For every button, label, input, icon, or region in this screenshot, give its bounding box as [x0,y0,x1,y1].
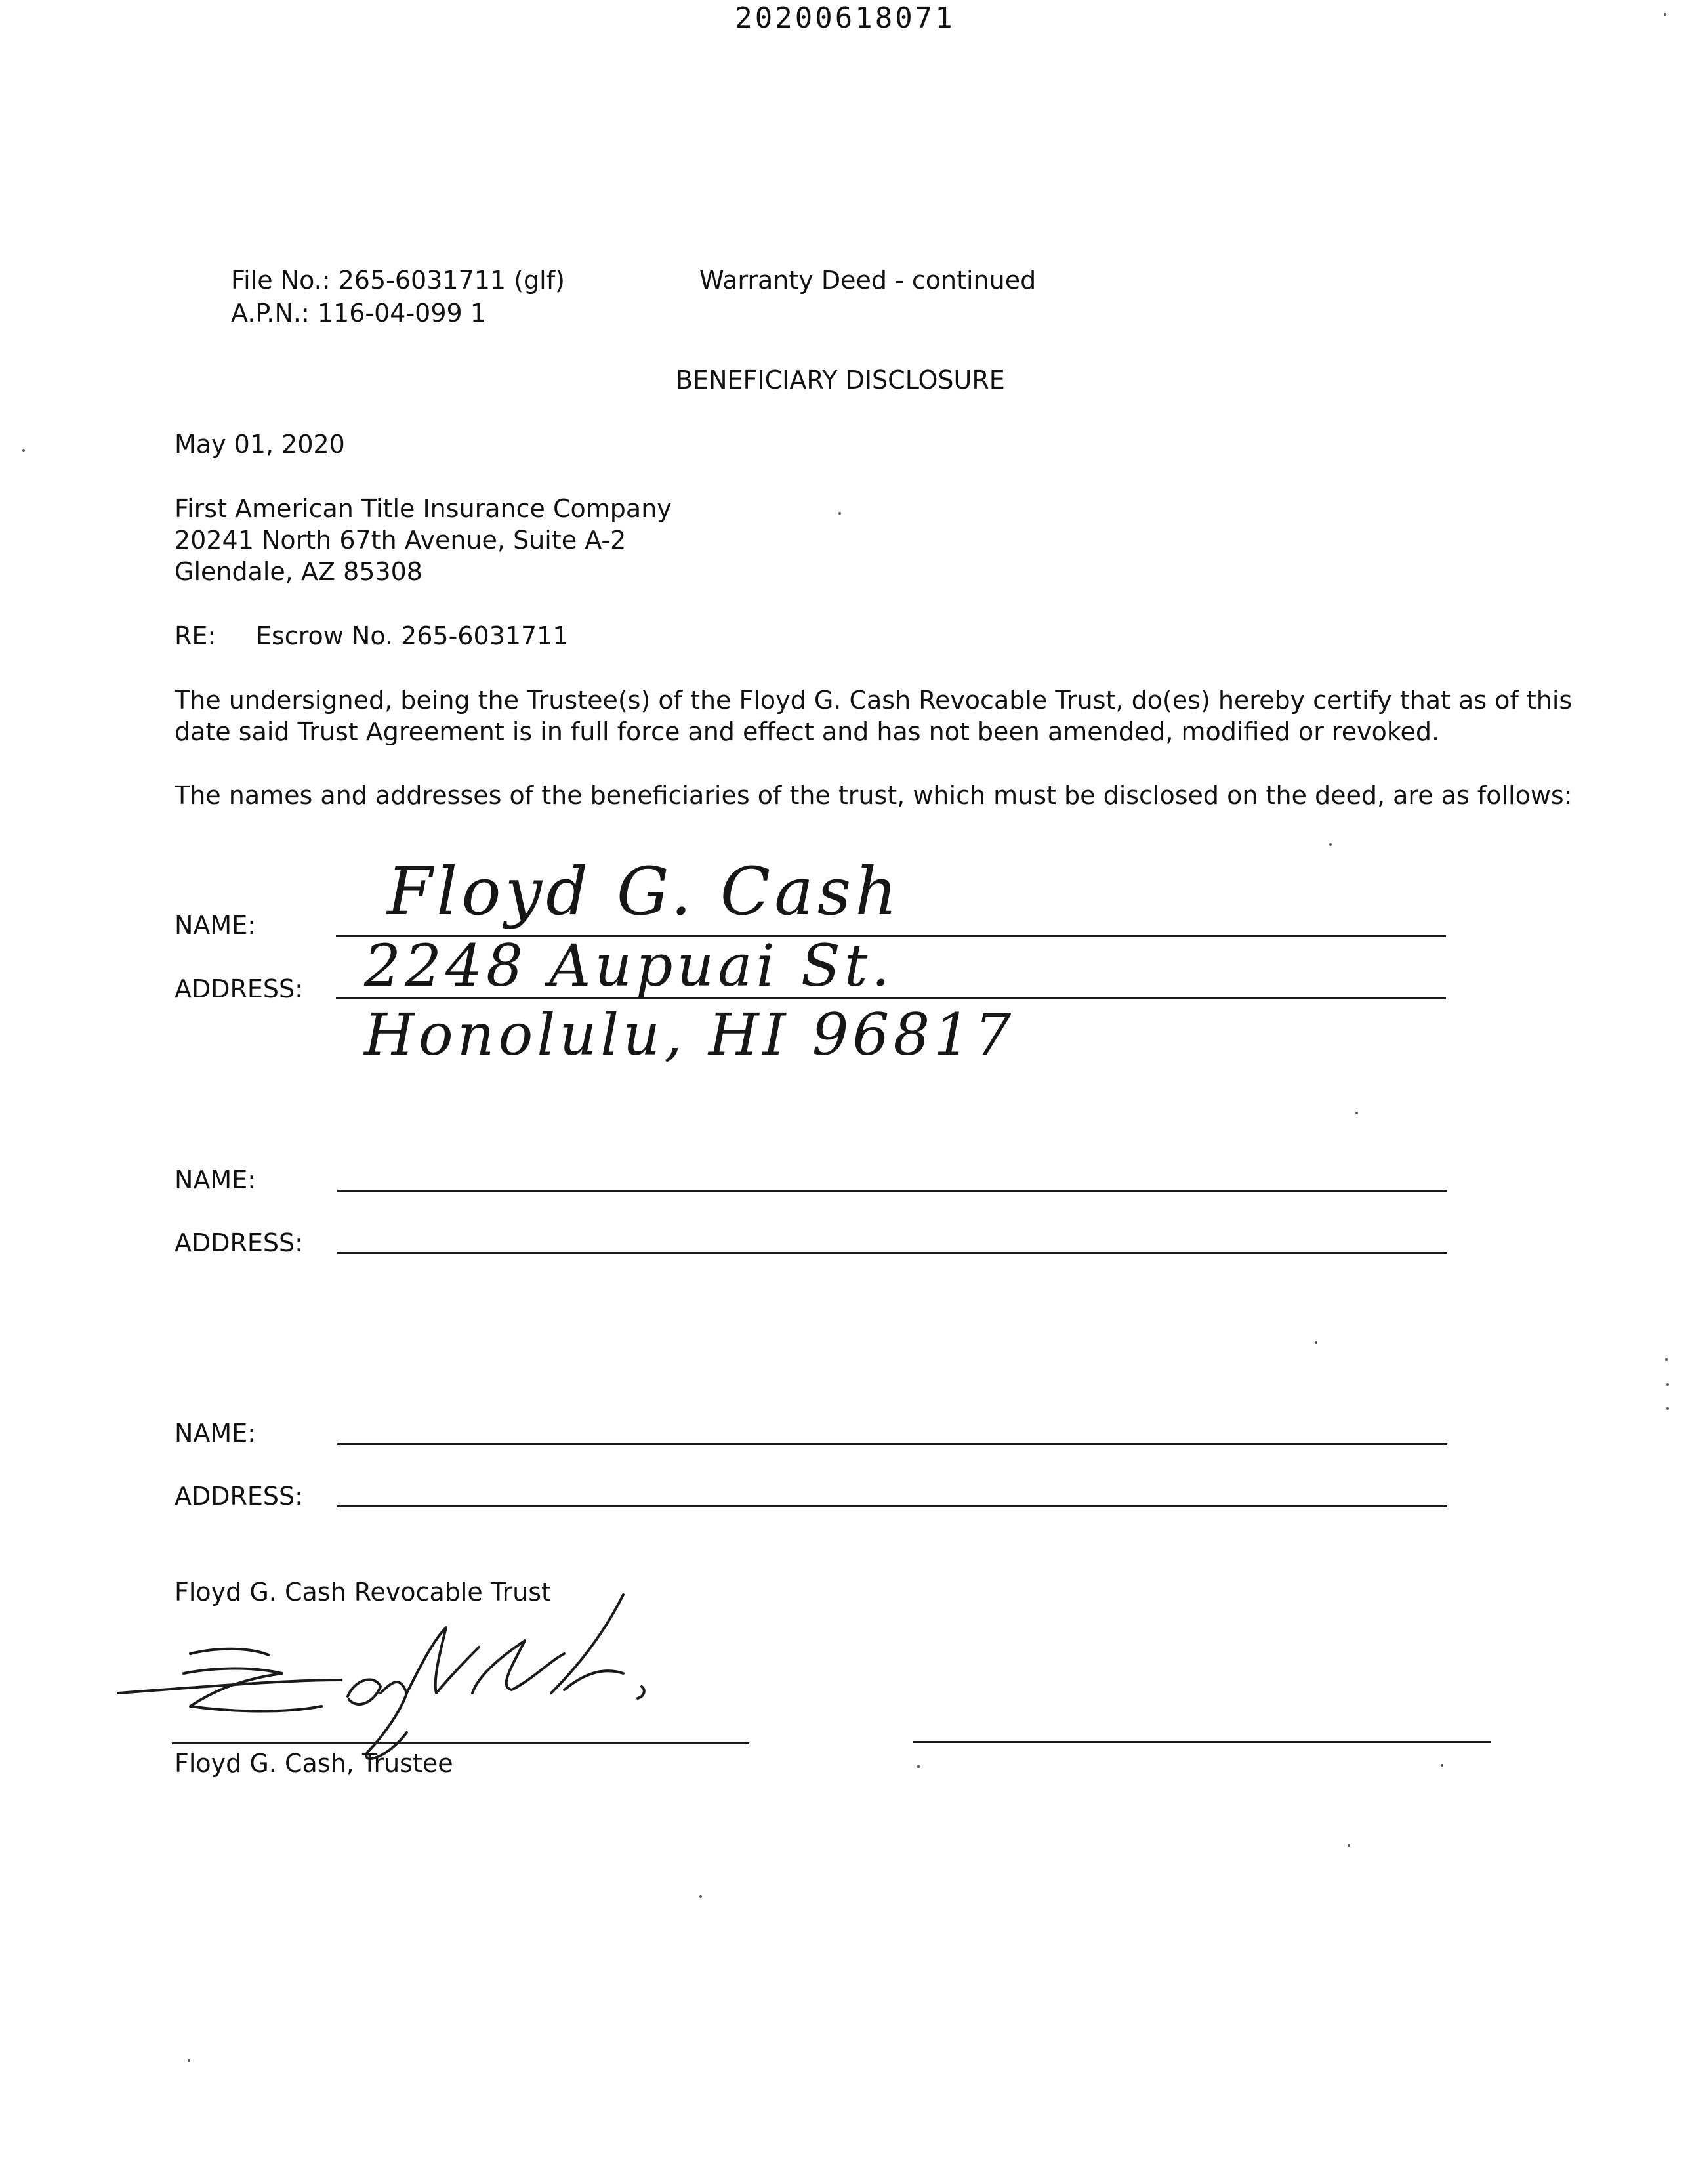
beneficiary-1-name-handwritten: Floyd G. Cash [387,853,901,930]
scan-speck [838,512,841,514]
file-number: File No.: 265-6031711 (glf) [231,266,565,295]
scan-speck [1665,1358,1668,1361]
scan-speck [1329,843,1332,846]
scan-speck [917,1765,920,1768]
scan-speck [1348,1844,1350,1847]
beneficiary-1-address-label: ADDRESS: [175,975,303,1003]
scan-speck [699,1895,702,1898]
recording-number: 20200618071 [735,1,955,35]
letter-date: May 01, 2020 [175,430,345,459]
beneficiary-2-address-label: ADDRESS: [175,1228,303,1257]
document-title: Warranty Deed - continued [699,266,1037,295]
scan-speck [1315,1341,1317,1344]
scan-speck [1664,13,1666,16]
certification-line-1: The undersigned, being the Trustee(s) of the Floyd G. Cash Revocable Trust, do(es) hereby certify that as of this [175,686,1573,715]
beneficiary-3-address-line [337,1505,1447,1507]
beneficiary-3-name-line [337,1443,1447,1445]
second-signature-line [913,1741,1491,1743]
beneficiary-1-address-handwritten-1: 2248 Aupuai St. [364,932,894,999]
scan-speck [22,449,25,452]
section-title: BENEFICIARY DISCLOSURE [676,366,1005,394]
beneficiary-1-address-handwritten-2: Honolulu, HI 96817 [364,1001,1016,1068]
beneficiary-2-name-label: NAME: [175,1166,257,1194]
re-label: RE: [175,621,216,650]
recipient-street: 20241 North 67th Avenue, Suite A-2 [175,526,627,555]
beneficiary-3-name-label: NAME: [175,1419,257,1448]
trustee-caption: Floyd G. Cash, Trustee [175,1749,453,1778]
trustee-signature-line [172,1742,749,1744]
beneficiary-1-name-label: NAME: [175,911,257,940]
scan-speck [188,2059,190,2062]
scan-speck [1441,1764,1443,1767]
disclosure-instruction: The names and addresses of the beneficiaries of the trust, which must be disclosed on the deed, are as follows: [175,781,1573,810]
recipient-company: First American Title Insurance Company [175,494,672,523]
beneficiary-2-name-line [337,1190,1447,1192]
certification-line-2: date said Trust Agreement is in full force and effect and has not been amended, modified or revoked. [175,717,1440,746]
trust-name: Floyd G. Cash Revocable Trust [175,1578,551,1606]
scan-speck [1666,1407,1669,1410]
recipient-city: Glendale, AZ 85308 [175,557,422,586]
apn-number: A.P.N.: 116-04-099 1 [231,299,486,327]
beneficiary-3-address-label: ADDRESS: [175,1482,303,1511]
escrow-number: Escrow No. 265-6031711 [256,621,569,650]
scan-speck [1355,1112,1358,1114]
scan-speck [1666,1383,1669,1386]
beneficiary-2-address-line [337,1252,1447,1254]
